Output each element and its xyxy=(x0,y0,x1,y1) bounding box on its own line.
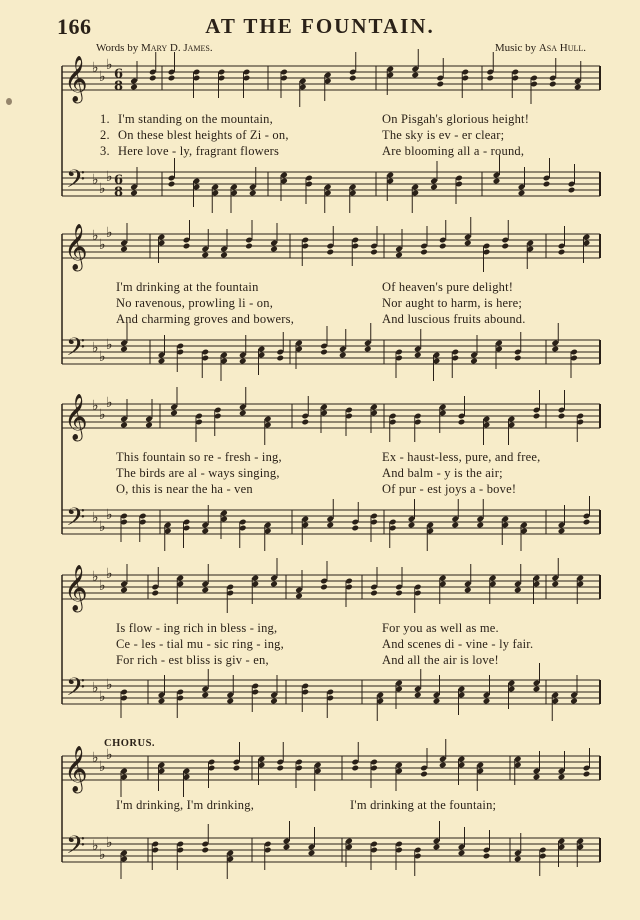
note-head xyxy=(501,243,509,250)
note-head xyxy=(543,181,551,188)
note-head xyxy=(326,249,334,256)
note-head xyxy=(120,587,128,594)
treble-clef-icon: 𝄞 xyxy=(64,746,88,792)
lyric-verse-1-second-half: For you as well as me. xyxy=(382,621,499,635)
note-head xyxy=(120,346,128,353)
flat-icon: ♭ xyxy=(106,566,113,582)
lyric-text: No ravenous, prowling li - on, xyxy=(116,296,274,310)
lyric-verse-3-second-half: And luscious fruits abound. xyxy=(382,312,526,326)
note-head xyxy=(574,84,582,91)
note-head xyxy=(514,587,522,594)
note-head xyxy=(168,75,176,82)
lyric-text: For rich - est bliss is giv - en, xyxy=(116,653,269,667)
lyric-text: This fountain so re - fresh - ing, xyxy=(116,450,282,464)
note-head xyxy=(486,75,494,82)
note-head xyxy=(430,184,438,191)
flat-icon: ♭ xyxy=(99,69,106,85)
flat-icon: ♭ xyxy=(106,507,113,523)
note-head xyxy=(370,590,378,597)
note-head xyxy=(551,581,559,588)
lyric-verse-2-second-half: And scenes di - vine - ly fair. xyxy=(382,637,534,651)
lyric-verse-3-second-half: And all the air is love! xyxy=(382,653,499,667)
lyric-verse-3-first-half xyxy=(100,144,279,159)
note-head xyxy=(283,844,291,851)
lyric-verse-2-first-half xyxy=(100,128,289,143)
flat-icon: ♭ xyxy=(106,677,113,693)
treble-clef-icon: 𝄞 xyxy=(64,394,88,440)
lyric-verse-1-second-half: Ex - haust-less, pure, and free, xyxy=(382,450,541,464)
time-signature: 6 xyxy=(114,67,124,82)
note-head xyxy=(320,584,328,591)
flat-icon: ♭ xyxy=(99,519,106,535)
lyric-verse-1-first-half xyxy=(116,450,282,465)
flat-icon: ♭ xyxy=(99,847,106,863)
flat-icon: ♭ xyxy=(106,57,113,73)
music-prefix: Music by xyxy=(494,42,539,54)
flat-icon: ♭ xyxy=(92,750,99,766)
note-head xyxy=(533,413,541,420)
note-head xyxy=(220,252,228,259)
lyric-verse-2-first-half xyxy=(116,296,273,311)
note-head xyxy=(583,771,591,778)
note-head xyxy=(414,352,422,359)
lyric-verse-3-first-half xyxy=(116,482,253,497)
note-head xyxy=(239,410,247,417)
note-head xyxy=(451,522,459,529)
flat-icon: ♭ xyxy=(99,578,106,594)
note-head xyxy=(168,181,176,188)
lyric-verse-2-first-half xyxy=(116,466,280,481)
note-head xyxy=(270,698,278,705)
note-head xyxy=(436,81,444,88)
lyric-text: I'm standing on the mountain, xyxy=(118,112,273,126)
note-head xyxy=(558,249,566,256)
note-head xyxy=(270,246,278,253)
treble-clef-icon: 𝄞 xyxy=(64,56,88,102)
music-author: Asa Hull. xyxy=(538,42,586,54)
note-head xyxy=(458,419,466,426)
note-head xyxy=(158,358,166,365)
flat-icon: ♭ xyxy=(92,398,99,414)
bass-clef-icon: 𝄢 xyxy=(66,333,86,368)
lyric-verse-1-first-half xyxy=(116,798,254,813)
flat-icon: ♭ xyxy=(92,228,99,244)
lyric-text: Here love - ly, fragrant flowers xyxy=(118,144,280,158)
note-head xyxy=(276,355,284,362)
note-head xyxy=(464,240,472,247)
note-head xyxy=(433,844,441,851)
note-head xyxy=(483,853,491,860)
lyric-verse-2-second-half: The sky is ev - er clear; xyxy=(382,128,505,142)
lyric-verse-3-first-half xyxy=(116,653,269,668)
note-head xyxy=(458,850,466,857)
lyric-verse-2-second-half: Nor aught to harm, is here; xyxy=(382,296,523,310)
flat-icon: ♭ xyxy=(106,835,113,851)
note-head xyxy=(201,528,209,535)
verse-number: 2. xyxy=(100,128,110,142)
note-head xyxy=(414,692,422,699)
lyric-verse-3-second-half: Of pur - est joys a - bove! xyxy=(382,482,517,496)
note-head xyxy=(149,75,157,82)
note-head xyxy=(420,249,428,256)
lyric-verse-1-second-half: I'm drinking at the fountain; xyxy=(350,798,497,812)
lyric-verse-2-second-half: And balm - y is the air; xyxy=(382,466,503,480)
lyric-text: And charming groves and bowers, xyxy=(116,312,295,326)
lyric-verse-1-first-half xyxy=(100,112,273,127)
bass-clef-icon: 𝄢 xyxy=(66,673,86,708)
lyric-text: The birds are al - ways singing, xyxy=(116,466,280,480)
flat-icon: ♭ xyxy=(99,407,106,423)
note-head xyxy=(364,346,372,353)
flat-icon: ♭ xyxy=(92,172,99,188)
note-head xyxy=(464,587,472,594)
note-head xyxy=(533,774,541,781)
treble-clef-icon: 𝄞 xyxy=(64,565,88,611)
note-head xyxy=(433,698,441,705)
note-head xyxy=(201,692,209,699)
lyric-text: I'm drinking at the fountain xyxy=(116,280,259,294)
note-head xyxy=(349,75,357,82)
lyric-verse-1-first-half xyxy=(116,280,259,295)
note-head xyxy=(201,252,209,259)
note-head xyxy=(120,422,128,429)
flat-icon: ♭ xyxy=(106,395,113,411)
lyric-verse-1-first-half xyxy=(116,621,277,636)
flat-icon: ♭ xyxy=(106,169,113,185)
note-head xyxy=(395,590,403,597)
flat-icon: ♭ xyxy=(92,680,99,696)
lyric-text: Is flow - ing rich in bless - ing, xyxy=(116,621,278,635)
note-head xyxy=(395,252,403,259)
flat-icon: ♭ xyxy=(92,510,99,526)
lyric-text: On these blest heights of Zi - on, xyxy=(118,128,289,142)
flat-icon: ♭ xyxy=(92,60,99,76)
lyric-text: O, this is near the ha - ven xyxy=(116,482,253,496)
flat-icon: ♭ xyxy=(99,349,106,365)
flat-icon: ♭ xyxy=(99,759,106,775)
note-head xyxy=(558,774,566,781)
note-head xyxy=(370,249,378,256)
note-head xyxy=(320,349,328,356)
verse-number: 3. xyxy=(100,144,110,158)
note-head xyxy=(439,762,447,769)
flat-icon: ♭ xyxy=(92,569,99,585)
note-head xyxy=(308,850,316,857)
note-head xyxy=(476,522,484,529)
note-head xyxy=(408,522,416,529)
lyric-text: I'm drinking, I'm drinking, xyxy=(116,798,255,812)
note-head xyxy=(239,358,247,365)
note-head xyxy=(245,243,253,250)
note-head xyxy=(249,190,257,197)
note-head xyxy=(518,190,526,197)
note-head xyxy=(439,243,447,250)
note-head xyxy=(158,698,166,705)
flat-icon: ♭ xyxy=(92,838,99,854)
lyric-text: Ce - les - tial mu - sic ring - ing, xyxy=(116,637,284,651)
note-head xyxy=(551,346,559,353)
bass-clef-icon: 𝄢 xyxy=(66,165,86,200)
time-signature: 8 xyxy=(114,185,124,200)
note-head xyxy=(514,355,522,362)
verse-number: 1. xyxy=(100,112,110,126)
lyric-verse-2-first-half xyxy=(116,637,284,652)
note-head xyxy=(493,178,501,185)
time-signature: 6 xyxy=(114,173,124,188)
note-head xyxy=(201,587,209,594)
hymn-title: AT THE FOUNTAIN. xyxy=(205,14,435,38)
treble-clef-icon: 𝄞 xyxy=(64,224,88,270)
note-head xyxy=(270,581,278,588)
note-head xyxy=(145,422,153,429)
note-head xyxy=(295,593,303,600)
note-head xyxy=(226,698,234,705)
note-head xyxy=(470,358,478,365)
flat-icon: ♭ xyxy=(106,225,113,241)
lyric-verse-3-first-half xyxy=(116,312,294,327)
note-head xyxy=(201,847,209,854)
lyric-verse-1-second-half: On Pisgah's glorious height! xyxy=(382,112,530,126)
lyric-verse-1-second-half: Of heaven's pure delight! xyxy=(382,280,514,294)
lyric-verse-3-second-half: Are blooming all a - round, xyxy=(382,144,525,158)
note-head xyxy=(568,187,576,194)
bass-clef-icon: 𝄢 xyxy=(66,831,86,866)
note-head xyxy=(130,190,138,197)
note-head xyxy=(351,765,359,772)
note-head xyxy=(514,856,522,863)
note-head xyxy=(339,352,347,359)
note-head xyxy=(326,522,334,529)
words-author: Mary D. James. xyxy=(140,42,213,54)
words-prefix: Words by xyxy=(96,42,141,54)
note-head xyxy=(583,519,591,526)
note-head xyxy=(570,698,578,705)
page-number: 166 xyxy=(57,14,92,39)
bass-clef-icon: 𝄢 xyxy=(66,503,86,538)
note-head xyxy=(301,419,309,426)
flat-icon: ♭ xyxy=(92,340,99,356)
note-head xyxy=(233,765,241,772)
note-head xyxy=(183,243,191,250)
note-head xyxy=(420,771,428,778)
note-head xyxy=(558,413,566,420)
note-head xyxy=(351,525,359,532)
note-head xyxy=(558,528,566,535)
flat-icon: ♭ xyxy=(99,689,106,705)
time-signature: 8 xyxy=(114,79,124,94)
note-head xyxy=(151,590,159,597)
flat-icon: ♭ xyxy=(106,747,113,763)
note-head xyxy=(170,410,178,417)
flat-icon: ♭ xyxy=(99,181,106,197)
flat-icon: ♭ xyxy=(106,337,113,353)
note-head xyxy=(130,84,138,91)
chorus-label: CHORUS. xyxy=(104,738,156,749)
note-head xyxy=(411,72,419,79)
note-head xyxy=(483,698,491,705)
note-head xyxy=(120,246,128,253)
note-head xyxy=(533,686,541,693)
flat-icon: ♭ xyxy=(99,237,106,253)
note-head xyxy=(549,81,557,88)
note-head xyxy=(276,765,284,772)
